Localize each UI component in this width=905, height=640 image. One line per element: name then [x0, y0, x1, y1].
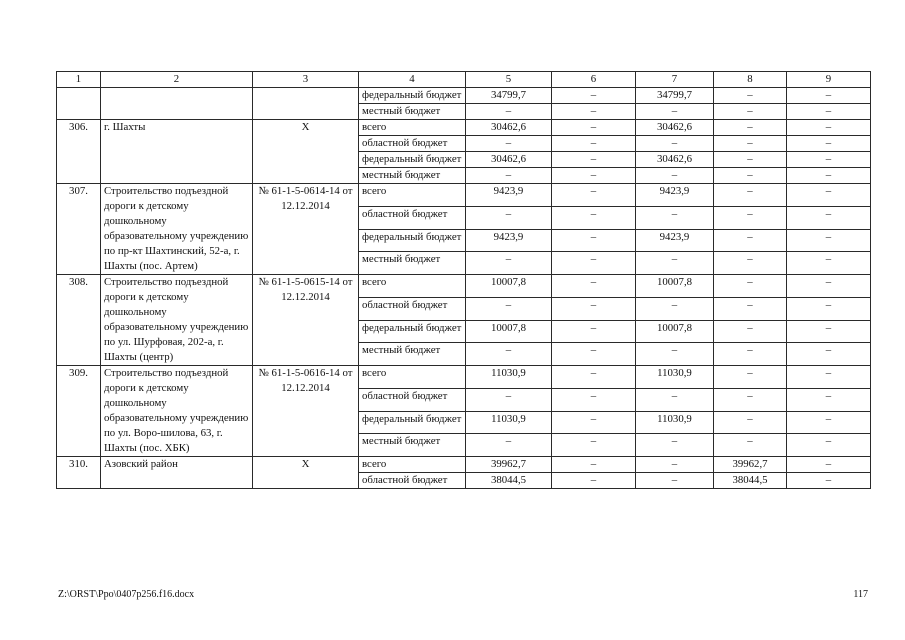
- amount-cell: –: [636, 473, 714, 489]
- amount-cell: –: [466, 297, 552, 320]
- table-row: [57, 275, 871, 298]
- document-number: [253, 88, 359, 120]
- amount-cell: –: [787, 434, 871, 457]
- amount-cell: 34799,7: [636, 88, 714, 104]
- column-header: 2: [101, 72, 253, 88]
- funding-source-label: всего: [359, 120, 466, 136]
- amount-cell: 38044,5: [466, 473, 552, 489]
- amount-cell: 10007,8: [636, 275, 714, 298]
- amount-cell: 10007,8: [636, 320, 714, 343]
- amount-cell: –: [636, 104, 714, 120]
- funding-source-label: федеральный бюджет: [359, 411, 466, 434]
- amount-cell: –: [787, 206, 871, 229]
- amount-cell: –: [787, 152, 871, 168]
- column-header: 7: [636, 72, 714, 88]
- amount-cell: –: [714, 275, 787, 298]
- table-row: [57, 120, 871, 136]
- funding-source-label: всего: [359, 184, 466, 207]
- amount-cell: –: [714, 152, 787, 168]
- amount-cell: –: [714, 252, 787, 275]
- amount-cell: –: [787, 136, 871, 152]
- column-header: 6: [552, 72, 636, 88]
- amount-cell: –: [466, 343, 552, 366]
- amount-cell: –: [552, 252, 636, 275]
- amount-cell: –: [552, 229, 636, 252]
- amount-cell: 11030,9: [466, 366, 552, 389]
- row-number: 310.: [57, 457, 101, 489]
- document-number: № 61-1-5-0614-14 от 12.12.2014: [253, 184, 359, 275]
- table-body: [57, 72, 871, 489]
- table-row: [57, 88, 871, 104]
- amount-cell: –: [714, 320, 787, 343]
- amount-cell: –: [552, 457, 636, 473]
- amount-cell: –: [714, 434, 787, 457]
- amount-cell: –: [787, 411, 871, 434]
- header-row: [57, 72, 871, 88]
- row-number: 306.: [57, 120, 101, 184]
- object-name: [101, 88, 253, 120]
- amount-cell: –: [714, 104, 787, 120]
- document-number: Х: [253, 457, 359, 489]
- column-header: 4: [359, 72, 466, 88]
- amount-cell: –: [466, 252, 552, 275]
- object-name: г. Шахты: [101, 120, 253, 184]
- amount-cell: 11030,9: [636, 366, 714, 389]
- funding-source-label: областной бюджет: [359, 388, 466, 411]
- funding-source-label: местный бюджет: [359, 434, 466, 457]
- amount-cell: –: [552, 88, 636, 104]
- document-number: № 61-1-5-0615-14 от 12.12.2014: [253, 275, 359, 366]
- amount-cell: –: [552, 136, 636, 152]
- row-number: 308.: [57, 275, 101, 366]
- amount-cell: –: [714, 168, 787, 184]
- amount-cell: 10007,8: [466, 320, 552, 343]
- amount-cell: –: [466, 104, 552, 120]
- amount-cell: –: [552, 297, 636, 320]
- amount-cell: 38044,5: [714, 473, 787, 489]
- document-number: Х: [253, 120, 359, 184]
- funding-source-label: местный бюджет: [359, 343, 466, 366]
- amount-cell: –: [787, 388, 871, 411]
- funding-source-label: местный бюджет: [359, 104, 466, 120]
- amount-cell: –: [787, 297, 871, 320]
- funding-source-label: областной бюджет: [359, 297, 466, 320]
- amount-cell: –: [787, 275, 871, 298]
- amount-cell: –: [714, 120, 787, 136]
- funding-source-label: всего: [359, 275, 466, 298]
- object-name: Строительство подъездной дороги к детскому дошкольному образовательному учреждению по ул. Воро-шилова, 63, г. Шахты (пос. ХБК): [101, 366, 253, 457]
- funding-source-label: областной бюджет: [359, 206, 466, 229]
- amount-cell: –: [552, 434, 636, 457]
- funding-source-label: областной бюджет: [359, 473, 466, 489]
- amount-cell: –: [552, 104, 636, 120]
- amount-cell: –: [636, 136, 714, 152]
- amount-cell: –: [714, 229, 787, 252]
- amount-cell: –: [636, 343, 714, 366]
- amount-cell: –: [636, 388, 714, 411]
- table-row: [57, 457, 871, 473]
- amount-cell: 9423,9: [466, 184, 552, 207]
- row-number: [57, 88, 101, 120]
- amount-cell: –: [714, 88, 787, 104]
- funding-source-label: федеральный бюджет: [359, 320, 466, 343]
- amount-cell: –: [714, 366, 787, 389]
- amount-cell: –: [787, 120, 871, 136]
- amount-cell: –: [714, 297, 787, 320]
- funding-source-label: областной бюджет: [359, 136, 466, 152]
- amount-cell: –: [636, 206, 714, 229]
- amount-cell: –: [636, 434, 714, 457]
- amount-cell: –: [552, 152, 636, 168]
- amount-cell: –: [714, 136, 787, 152]
- amount-cell: –: [787, 88, 871, 104]
- amount-cell: –: [787, 473, 871, 489]
- amount-cell: –: [714, 411, 787, 434]
- amount-cell: –: [787, 252, 871, 275]
- amount-cell: –: [552, 343, 636, 366]
- amount-cell: –: [552, 206, 636, 229]
- budget-table: [56, 71, 871, 489]
- funding-source-label: федеральный бюджет: [359, 152, 466, 168]
- funding-source-label: федеральный бюджет: [359, 229, 466, 252]
- amount-cell: –: [552, 184, 636, 207]
- amount-cell: 11030,9: [636, 411, 714, 434]
- amount-cell: –: [714, 184, 787, 207]
- amount-cell: 30462,6: [466, 152, 552, 168]
- amount-cell: –: [466, 388, 552, 411]
- amount-cell: 30462,6: [636, 152, 714, 168]
- amount-cell: –: [787, 320, 871, 343]
- amount-cell: –: [552, 411, 636, 434]
- amount-cell: –: [787, 366, 871, 389]
- amount-cell: –: [787, 184, 871, 207]
- funding-source-label: всего: [359, 366, 466, 389]
- funding-source-label: федеральный бюджет: [359, 88, 466, 104]
- amount-cell: –: [552, 120, 636, 136]
- amount-cell: –: [787, 168, 871, 184]
- amount-cell: –: [552, 320, 636, 343]
- amount-cell: –: [466, 168, 552, 184]
- amount-cell: –: [552, 366, 636, 389]
- amount-cell: –: [466, 206, 552, 229]
- amount-cell: –: [636, 297, 714, 320]
- amount-cell: –: [714, 343, 787, 366]
- amount-cell: 30462,6: [466, 120, 552, 136]
- amount-cell: –: [552, 168, 636, 184]
- amount-cell: –: [552, 388, 636, 411]
- amount-cell: 34799,7: [466, 88, 552, 104]
- table-row: [57, 184, 871, 207]
- column-header: 5: [466, 72, 552, 88]
- amount-cell: –: [787, 457, 871, 473]
- amount-cell: 39962,7: [714, 457, 787, 473]
- amount-cell: 9423,9: [466, 229, 552, 252]
- amount-cell: –: [636, 252, 714, 275]
- document-number: № 61-1-5-0616-14 от 12.12.2014: [253, 366, 359, 457]
- amount-cell: 10007,8: [466, 275, 552, 298]
- footer-file-path: Z:\ORST\Ppo\0407p256.f16.docx: [58, 589, 195, 600]
- amount-cell: –: [466, 434, 552, 457]
- funding-source-label: местный бюджет: [359, 168, 466, 184]
- amount-cell: –: [466, 136, 552, 152]
- amount-cell: –: [714, 206, 787, 229]
- amount-cell: –: [552, 473, 636, 489]
- object-name: Азовский район: [101, 457, 253, 489]
- funding-source-label: всего: [359, 457, 466, 473]
- row-number: 309.: [57, 366, 101, 457]
- object-name: Строительство подъездной дороги к детскому дошкольному образовательному учреждению по ул. Шурфовая, 202-а, г. Шахты (центр): [101, 275, 253, 366]
- column-header: 1: [57, 72, 101, 88]
- amount-cell: 39962,7: [466, 457, 552, 473]
- row-number: 307.: [57, 184, 101, 275]
- table-row: [57, 366, 871, 389]
- amount-cell: 30462,6: [636, 120, 714, 136]
- amount-cell: –: [636, 168, 714, 184]
- amount-cell: –: [636, 457, 714, 473]
- amount-cell: 9423,9: [636, 229, 714, 252]
- amount-cell: –: [787, 104, 871, 120]
- amount-cell: –: [787, 229, 871, 252]
- amount-cell: 9423,9: [636, 184, 714, 207]
- column-header: 9: [787, 72, 871, 88]
- amount-cell: –: [714, 388, 787, 411]
- object-name: Строительство подъездной дороги к детскому дошкольному образовательному учреждению по пр-кт Шахтинский, 52-а, г. Шахты (пос. Артем): [101, 184, 253, 275]
- column-header: 8: [714, 72, 787, 88]
- funding-source-label: местный бюджет: [359, 252, 466, 275]
- footer-page-number: 117: [853, 589, 868, 600]
- amount-cell: –: [552, 275, 636, 298]
- amount-cell: 11030,9: [466, 411, 552, 434]
- column-header: 3: [253, 72, 359, 88]
- amount-cell: –: [787, 343, 871, 366]
